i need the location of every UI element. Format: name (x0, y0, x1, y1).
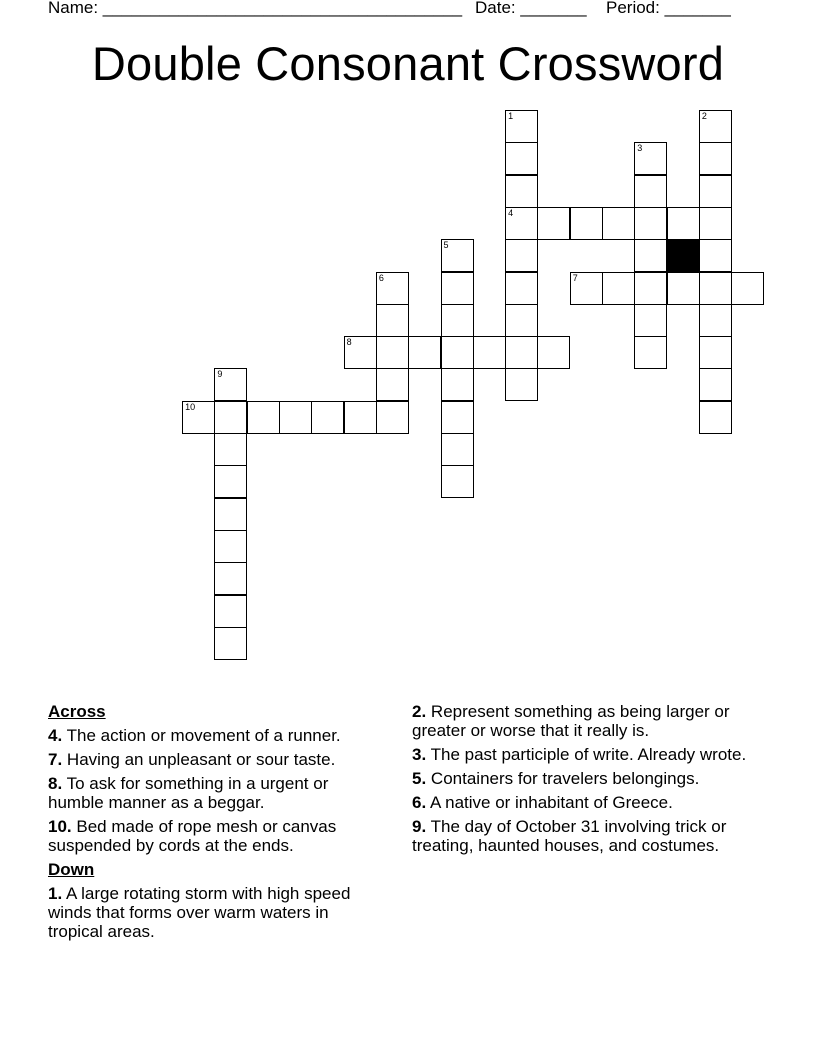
crossword-cell[interactable] (441, 433, 474, 466)
clue-across-4: 4. The action or movement of a runner. (48, 726, 341, 745)
crossword-cell[interactable] (214, 562, 247, 595)
crossword-cell[interactable] (634, 336, 667, 369)
crossword-cell[interactable] (699, 142, 732, 175)
crossword-cell[interactable] (505, 272, 538, 305)
crossword-cell[interactable] (699, 110, 732, 143)
crossword-cell[interactable] (505, 142, 538, 175)
name-field[interactable]: Name: ______________________________________ (48, 0, 463, 17)
crossword-cell[interactable] (667, 272, 700, 305)
clue-number-label: 4 (508, 207, 514, 218)
crossword-cell[interactable] (441, 336, 474, 369)
crossword-cell[interactable] (699, 272, 732, 305)
crossword-cell[interactable] (699, 336, 732, 369)
crossword-cell[interactable] (473, 336, 506, 369)
clue-across-7: 7. Having an unpleasant or sour taste. (48, 750, 336, 769)
crossword-cell[interactable] (505, 368, 538, 401)
crossword-cell[interactable] (214, 368, 247, 401)
crossword-cell[interactable] (441, 272, 474, 305)
crossword-cell[interactable] (376, 368, 409, 401)
down-heading: Down (48, 860, 95, 879)
crossword-cell[interactable] (505, 110, 538, 143)
crossword-cell[interactable] (634, 142, 667, 175)
crossword-cell[interactable] (634, 272, 667, 305)
clue-down-9: 9. The day of October 31 involving trick or treating, haunted houses, and costumes. (412, 817, 727, 855)
clues-right-column (412, 702, 772, 860)
clue-down-5: 5. Containers for travelers belongings. (412, 769, 700, 788)
crossword-cell[interactable] (247, 401, 280, 434)
crossword-cell[interactable] (699, 401, 732, 434)
crossword-cell[interactable] (667, 207, 700, 240)
crossword-cell[interactable] (537, 207, 570, 240)
clue-across-10: 10. Bed made of rope mesh or canvas suspended by cords at the ends. (48, 817, 337, 855)
crossword-cell[interactable] (376, 272, 409, 305)
crossword-cell[interactable] (344, 401, 377, 434)
clue-number-label: 9 (217, 369, 223, 380)
period-field[interactable]: Period: _______ (606, 0, 731, 17)
crossword-cell[interactable] (570, 272, 603, 305)
clue-number-label: 1 (508, 111, 514, 121)
crossword-cell[interactable] (182, 401, 215, 434)
crossword-cell[interactable] (634, 207, 667, 240)
crossword-cell[interactable] (505, 207, 538, 240)
crossword-cell[interactable] (537, 336, 570, 369)
crossword-cell[interactable] (376, 336, 409, 369)
clue-number-label: 5 (443, 240, 449, 251)
crossword-cell[interactable] (376, 401, 409, 434)
crossword-cell[interactable] (602, 272, 635, 305)
crossword-cell[interactable] (344, 336, 377, 369)
page-title: Double Consonant Crossword (91, 37, 725, 90)
across-heading: Across (48, 702, 106, 721)
clues-left-column (48, 702, 388, 946)
clue-down-2: 2. Represent something as being larger or greater or worse that it really is. (412, 702, 730, 740)
crossword-cell[interactable] (634, 239, 667, 272)
crossword-cell[interactable] (699, 207, 732, 240)
clue-number-label: 2 (701, 111, 707, 121)
crossword-cell[interactable] (214, 498, 247, 531)
crossword-cell[interactable] (214, 530, 247, 563)
crossword-cell[interactable] (602, 207, 635, 240)
clue-down-1: 1. A large rotating storm with high speed winds that forms over warm waters in tropical areas. (48, 884, 351, 941)
crossword-cell[interactable] (441, 239, 474, 272)
crossword-cell[interactable] (505, 336, 538, 369)
crossword-cell[interactable] (214, 465, 247, 498)
crossword-cell[interactable] (376, 304, 409, 337)
crossword-cell[interactable] (699, 304, 732, 337)
crossword-blocked-cell (667, 239, 700, 272)
crossword-cell[interactable] (731, 272, 764, 305)
clue-number-label: 10 (185, 401, 196, 412)
crossword-cell[interactable] (214, 595, 247, 628)
crossword-cell[interactable] (214, 627, 247, 660)
clue-number-label: 3 (637, 143, 643, 154)
crossword-cell[interactable] (570, 207, 603, 240)
clue-across-8: 8. To ask for something in a urgent or humble manner as a beggar. (48, 774, 329, 812)
crossword-cell[interactable] (634, 304, 667, 337)
crossword-cell[interactable] (699, 239, 732, 272)
crossword-cell[interactable] (214, 401, 247, 434)
crossword-cell[interactable] (699, 175, 732, 208)
clue-down-3: 3. The past participle of write. Already wrote. (412, 745, 747, 764)
crossword-cell[interactable] (311, 401, 344, 434)
clue-down-6: 6. A native or inhabitant of Greece. (412, 793, 673, 812)
crossword-cell[interactable] (441, 401, 474, 434)
date-field[interactable]: Date: _______ (475, 0, 587, 17)
clue-number-label: 6 (378, 272, 384, 283)
crossword-cell[interactable] (441, 465, 474, 498)
crossword-cell[interactable] (634, 175, 667, 208)
crossword-cell[interactable] (214, 433, 247, 466)
crossword-cell[interactable] (279, 401, 312, 434)
crossword-cell[interactable] (441, 304, 474, 337)
crossword-cell[interactable] (505, 175, 538, 208)
crossword-cell[interactable] (699, 368, 732, 401)
crossword-cell[interactable] (441, 368, 474, 401)
crossword-cell[interactable] (505, 239, 538, 272)
clue-number-label: 8 (346, 337, 352, 348)
crossword-cell[interactable] (505, 304, 538, 337)
clue-number-label: 7 (572, 272, 578, 283)
crossword-cell[interactable] (408, 336, 441, 369)
